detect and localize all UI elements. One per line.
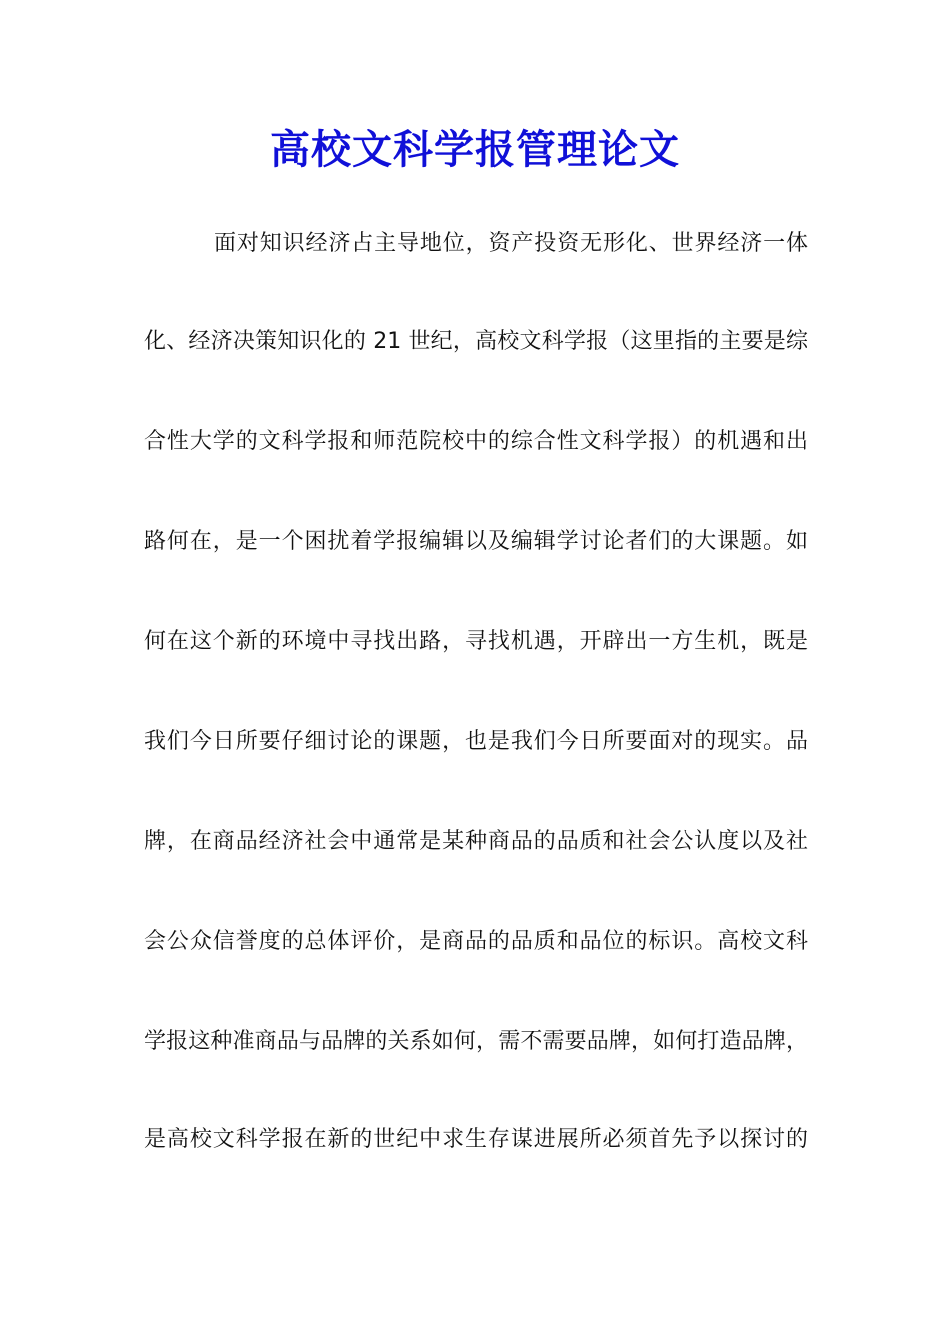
text-line: 合性大学的文科学报和师范院校中的综合性文科学报）的机遇和出 bbox=[144, 429, 808, 454]
text-line: 是高校文科学报在新的世纪中求生存谋进展所必须首先予以探讨的 bbox=[144, 1127, 808, 1152]
text-line: 化、经济决策知识化的 21 世纪，高校文科学报（这里指的主要是综 bbox=[144, 329, 808, 354]
text-line: 面对知识经济占主导地位，资产投资无形化、世界经济一体 bbox=[214, 231, 808, 256]
text-line: 我们今日所要仔细讨论的课题，也是我们今日所要面对的现实。品 bbox=[144, 729, 808, 754]
text-line: 牌，在商品经济社会中通常是某种商品的品质和社会公认度以及社 bbox=[144, 829, 808, 854]
document-title: 高校文科学报管理论文 bbox=[270, 126, 680, 173]
text-line: 何在这个新的环境中寻找出路，寻找机遇，开辟出一方生机，既是 bbox=[144, 629, 808, 654]
text-line: 路何在，是一个困扰着学报编辑以及编辑学讨论者们的大课题。如 bbox=[144, 529, 808, 554]
text-line: 学报这种准商品与品牌的关系如何，需不需要品牌，如何打造品牌， bbox=[144, 1029, 808, 1054]
text-line: 会公众信誉度的总体评价，是商品的品质和品位的标识。高校文科 bbox=[144, 929, 808, 954]
